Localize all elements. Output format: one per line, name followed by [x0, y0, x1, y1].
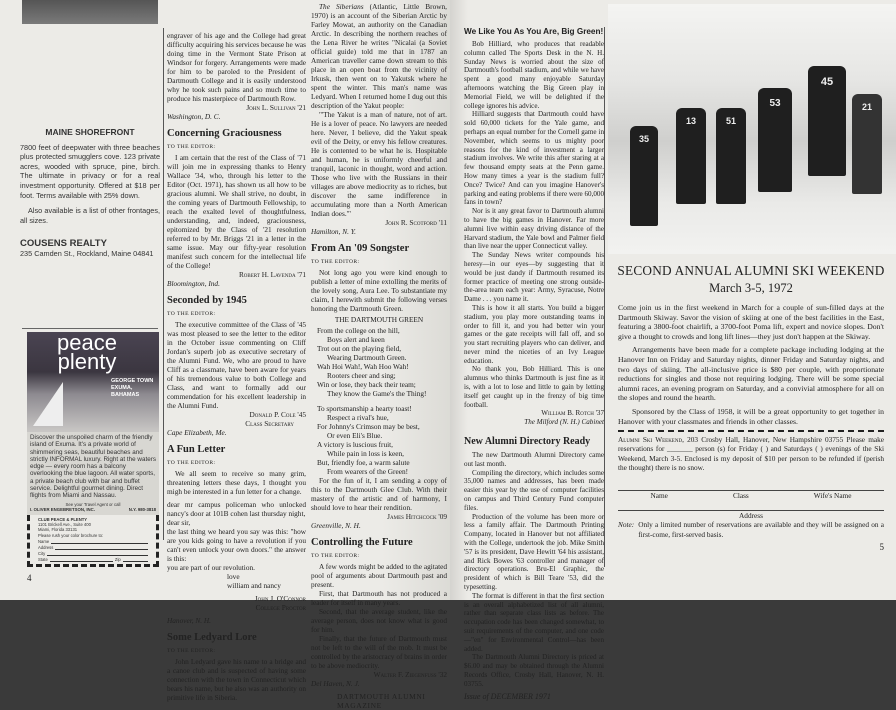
- ski-paragraph: Arrangements have been made for a complete package including lodging at the Hanover Inn on Friday and Saturday nights, dinner Friday and Saturday nights, and two days of skiing. The all-inclusive price is $80 per couple, with proportionate reductions for singles and those not requiring lodging. There will be some special alumni races, an evening program on Saturday, and a convivial atmosphere for all on the slopes and round the hearth.: [618, 345, 884, 403]
- coupon-state-zip-field[interactable]: State Zip: [38, 556, 148, 562]
- ski-weekend-announcement: [610, 263, 892, 552]
- salutation: TO THE EDITOR:: [167, 144, 216, 150]
- quoted-letter-line: the last thing we heard you say was this: "how are you kids going to have a revolution if you can't even unlock your own doors." the answer is this:: [167, 527, 306, 563]
- skier: 13: [676, 108, 706, 204]
- skier: 51: [716, 108, 746, 204]
- quoted-letter-from: william and nancy: [227, 581, 281, 590]
- ad-company: COUSENS REALTY: [20, 238, 107, 250]
- place: Washington, D. C.: [167, 112, 221, 121]
- letter-continuation: engraver of his age and the College had great difficulty acquiring his services because he was doing time in the Vermont State Prison at Windsor for forgery. Arrangements were made for him to be paroled to the President of Dartmouth College and it is easily understood why he took such pains and so much time to produce his masterpiece of Dartmouth Row.: [167, 31, 306, 103]
- letter-title: From An '09 Songster: [311, 243, 410, 254]
- signature: John L. Sullivan '21: [246, 103, 306, 112]
- salutation: TO THE EDITOR:: [167, 460, 216, 466]
- editorial-column: [464, 27, 604, 701]
- letter-body: Second, that the average student, like the average person, does not know what is good for him.: [311, 607, 447, 634]
- coupon-address-field[interactable]: Address: [38, 544, 148, 550]
- wife-name-field-label: Wife's Name: [813, 490, 852, 500]
- letters-column-2: [311, 2, 447, 710]
- page-number: 4: [27, 572, 32, 583]
- directory-paragraph: Compiling the directory, which includes some 35,000 names and addresses, has been made easier this year by the use of computer facilities on campus and Third Century Fund computer files.: [464, 468, 604, 512]
- place: Hamilton, N. Y.: [311, 227, 356, 236]
- signature: Walter F. Ziegenfuss '32: [373, 670, 447, 679]
- letter-title: Controlling the Future: [311, 537, 413, 548]
- ad-body: 7800 feet of deepwater with three beaches plus protected smugglers cove. 123 private acres, wooded with spruce, pine, birch. The ultimate in privacy or for a real investment opportunity. Offered at $18 per foot. Terms available with 25% down.: [20, 142, 160, 200]
- form-note: Note: Only a limited number of reservations are available and they will be assigned on a first-come, first-served basis.: [618, 520, 884, 539]
- directory-paragraph: The Dartmouth Alumni Directory is priced at $6.00 and may be obtained through the Alumni Records Office, Crosby Hall, Hanover, N. H. 03755.: [464, 653, 604, 688]
- letter-body: Not long ago you were kind enough to publish a letter of mine extolling the merits of the lovely song, Aura Lee. To substantiate my claim, I herewith submit the following verses honoring the Dartmouth Green.: [311, 268, 447, 313]
- shorefront-photo: [22, 0, 158, 24]
- ad-phone: N.Y. 980-3818: [128, 507, 156, 513]
- running-footer: Issue of DECEMBER 1971: [464, 691, 551, 701]
- letter-body: For the fun of it, I am sending a copy of this to the Dartmouth Glee Club. With their mastery of the artistic and of harmony, I should love to hear their rendition.: [311, 476, 447, 512]
- place: Cape Elizabeth, Me.: [167, 428, 227, 437]
- letter-body: Finally, that the future of Dartmouth must not be left to the will of the mob. It must be controlled by the aristocracy of brains in order to be above mediocrity.: [311, 634, 447, 670]
- signature: Donald P. Cole '45: [249, 410, 306, 419]
- ad-body: Discover the unspoiled charm of the friendly island of Exuma. It's a private world of shimmering seas, beautiful beaches and strictly INFORMAL luxury. Right at the waters edge — every room has a balcony overlooking the blue lagoon. All water sports, a private beach club with bar and buffet service. Delightful gourmet dining. Direct flights from Miami and Nassau.: [30, 434, 156, 500]
- brochure-coupon[interactable]: [27, 515, 159, 567]
- peace-plenty-ad: [27, 332, 159, 583]
- ad-rep: I. OLIVER ENGEBRETSON, INC.: [30, 507, 95, 513]
- place: Del Haven, N. J.: [311, 679, 360, 688]
- beach-photo: [27, 332, 159, 432]
- reservation-form[interactable]: [610, 435, 892, 552]
- book-title: The Siberians: [319, 2, 364, 11]
- skier: 35: [630, 126, 658, 226]
- quoted-letter-line: you are part of our revolution.: [167, 563, 255, 572]
- directory-title: New Alumni Directory Ready: [464, 436, 591, 448]
- signature-title: Class Secretary: [245, 419, 294, 428]
- directory-paragraph: The new Dartmouth Alumni Directory came out last month.: [464, 451, 604, 468]
- letter-body: First, that Dartmouth has not produced a leader for itself in many years.: [311, 589, 447, 607]
- salutation: TO THE EDITOR:: [311, 259, 360, 265]
- coupon-city-field[interactable]: City: [38, 550, 148, 556]
- skier: 53: [758, 88, 792, 192]
- right-page: [450, 0, 896, 701]
- class-field-label: Class: [732, 490, 749, 500]
- logo-plenty: plenty: [57, 349, 117, 374]
- form-text: Alumni Ski Weekend, 203 Crosby Hall, Hanover, New Hampshire 03755 Please make reservations for _______ person (s) for Friday ( ) and Saturdays ( ) evenings of the Ski Weekend, March 3-5. Enclosed is my deposit of $10 per person to be refunded if (perish the thought) there is no snow.: [618, 435, 885, 472]
- signature: Robert H. Lavenda '71: [238, 270, 306, 279]
- salutation: TO THE EDITOR:: [167, 648, 216, 654]
- ad-address: 235 Camden St., Rockland, Maine 04841: [20, 248, 154, 258]
- letter-body: We all seem to receive so many grim, threatening letters these days, I thought you migh be interested in a fun letter for a change.: [167, 469, 306, 496]
- running-footer: DARTMOUTH ALUMNI MAGAZINE: [337, 692, 426, 710]
- editorial-paragraph: Hilliard suggests that Dartmouth could have sold 60,000 tickets for the Yale game, and perhaps an equal number for the Cornell game in November, which seems to us mighty poor reasons for the kind of investment a larger stadium involves. We write this after staring at a few thousand empty seats at the Penn game. How many times a year is the stadium full? Once? Twice? And can you imagine Hanover's parking and eating problems if there were 60,000 fans in town?: [464, 110, 604, 207]
- letter-body: The Siberians (Atlantic, Little Brown, 1970) is an account of the Siberian Arctic by Farley Mowat, an authority on the Canadian Arctic. In describing the northern reaches of the Lena River he writes "Nicalai (a Soviet official guide) told me that in 1787 an American traveller came down stream to this place in an open boat from the vicinity of Irkusk, then went on to Yakutsk where he spent the winter. This man's name was Ledyard. When I returned home I dug out this description of the Yakut people:: [311, 2, 447, 110]
- address-field-label: Address: [739, 511, 763, 521]
- letter-body: The executive committee of the Class of '45 was most pleased to see the letter to the editor in the October issue commenting on Cliff Jordan's superb job as executive secretary of the Alumni Fund. We, who are proud to have Cliff as a classmate, have been aware for years of his tremendous value to both College and Class, and want to formally add our commendation for his excellent leadership in the Alumni Fund.: [167, 320, 306, 410]
- ad-location: GEORGE TOWN EXUMA, BAHAMAS: [111, 378, 154, 398]
- editorial-paragraph: The Sunday News writer compounds his heresy—in our eyes—by suggesting that it would be just dandy if Dartmouth resumed its former practice of meeting one strong outside-the-area team each year: Army, Syracuse, Notre Dame . . . you name it.: [464, 251, 604, 304]
- coupon-addr2: Miami, Florida 33131: [38, 527, 78, 533]
- editorial-paragraph: Nor is it any great favor to Dartmouth alumni to have the big games in Hanover. Far more alumni live within easy driving distance of the Harvard stadium, the Yale bowl and Palmer field than live near the upper Connecticut valley.: [464, 207, 604, 251]
- directory-paragraph: Production of the volume has been more or less a family affair. The Dartmouth Printing Company, located in Hanover but not affiliated with the College, undertook the job. Mike Smith '57 is its president, Dave Hewitt '64 his assistant, and Rick Bowes '63 controller and manager of directory operations. Bru-El Graphic, the president of which is Bill Teare '53, did the typesetting.: [464, 512, 604, 592]
- letter-title: Seconded by 1945: [167, 295, 247, 306]
- editorial-paragraph: This is how it all starts. You build a bigger stadium, you play more outstanding teams in order to fill it, and you had better win your games or the gate receipts will fall off, and so you start recruiting players who can deliver, and never mind the niceties of an Ivy League education.: [464, 303, 604, 365]
- directory-paragraph: The format is different in that the first section is an overall alphabetized list of all alumni, rather than separate class lists as before. The occupation code has been changed somewhat, to suit requirements of the computer, and one code—"en" for Environmental Control—has been added.: [464, 591, 604, 653]
- letter-quote: "'The Yakut is a man of nature, not of art. He is a lover of peace. No lawyers are needed here. Never, I believe, did the Yakut speak evil of the Deity, or envy his fellow creatures. He is contented to be what he is. Hospitable and human, he is uniformly cheerful and tranquil, laconic in thought, word and action. Those who live with the Russians in their villages are above mediocrity as to riches, but discover the same indifference in accumulating more than a North American Indian does.'": [311, 110, 447, 218]
- ski-paragraph: Sponsored by the Class of 1958, it will be a great opportunity to get together in Hanover with your classmates and friends in other classes.: [618, 406, 884, 426]
- salutation: TO THE EDITOR:: [311, 553, 360, 559]
- ski-paragraph: Come join us in the first weekend in March for a couple of sun-filled days at the Dartmouth Skiway. Savor the vision of skiing at one of the best facilities in the East, featuring a 3800-foot chairlift, a 3700-foot Poma lift, expert and novice slopes. Don't give a thought to crowds and long lift lines—they just don't happen at the Skiway.: [618, 303, 884, 341]
- quoted-letter-line: dear sir,: [167, 518, 191, 527]
- ski-title: SECOND ANNUAL ALUMNI SKI WEEKEND: [617, 263, 885, 278]
- editorial-title: We Like You As You Are, Big Green!: [464, 27, 604, 36]
- ad-agent: See your Travel Agent or call: [65, 501, 121, 507]
- coupon-name-field[interactable]: Name: [38, 538, 148, 544]
- letter-body: John Ledyard gave his name to a bridge and a canoe club and is suspected of having some connection with the town in Connecticut which bears his name, but he also was an authority on primitive life in Siberia.: [167, 657, 306, 702]
- letter-body: I am certain that the rest of the Class of '71 will join me in expressing thanks to Henry Wallace '34, who, through his letter to the Editor (Oct. 1971), has shown us all how to be gracious alumni. We shall strive, no doubt, in the coming years of Dartmouth Fellowship, to reach the exalted level of thoughtfulness, understanding, and, indeed, graciousness, epitomized by the Class of '21 resolution referred to by Mr. Briggs '21 in a letter in the same issue. May our fifty-year resolution manifest such concern for the intellectual life of the College!: [167, 153, 306, 270]
- source: The Milford (N. H.) Cabinet: [524, 418, 604, 427]
- letter-title: Concerning Graciousness: [167, 128, 282, 139]
- letter-title: Some Ledyard Lore: [167, 632, 257, 643]
- place: Bloomington, Ind.: [167, 279, 220, 288]
- name-field-label: Name: [650, 490, 668, 500]
- column-rule: [163, 28, 164, 540]
- signature: John J. O'Connor: [254, 594, 306, 603]
- maine-shorefront-ad: [20, 128, 160, 259]
- ad-also: Also available is a list of other frontages, all sizes.: [20, 206, 160, 225]
- editorial-paragraph: No thank you, Bob Hilliard. This is one alumnus who thinks Dartmouth is just fine as it is, with a lot to lose and little to gain by letting itself get caught up in the frenzy of big time football.: [464, 365, 604, 409]
- quoted-letter-closing: love: [227, 572, 240, 581]
- quoted-letter-line: dear mr campus policeman who unlocked nancy's door at 101B cohen last thursday night,: [167, 500, 306, 518]
- page-number: 5: [879, 541, 884, 552]
- skier: 45: [808, 66, 846, 176]
- signature: John R. Scotford '11: [385, 218, 447, 227]
- sailboat-sail: [33, 382, 63, 426]
- letter-body: A few words might be added to the agitated pool of arguments about Dartmouth past and present.: [311, 562, 447, 589]
- signature: William B. Rotch '37: [541, 409, 604, 418]
- skier: 21: [852, 94, 882, 194]
- editorial-paragraph: Bob Hilliard, who produces that readable column called The Sports Desk in the N. H. Sunday News is worried about the size of Dartmouth's football stadium, and while we have spent a good many enjoyable Saturday afternoons watching the Big Green play in Memorial Field, we will be delighted if the college ignores his advice.: [464, 40, 604, 110]
- poem-title: THE DARTMOUTH GREEN: [334, 315, 424, 324]
- letter-title: A Fun Letter: [167, 444, 226, 455]
- logo-peace: peace: [57, 330, 117, 355]
- coupon-prompt: Please rush your color brochure to:: [38, 532, 104, 538]
- form-heading: Alumni Ski Weekend: [618, 435, 683, 445]
- ad-divider: [22, 328, 158, 329]
- place: Greenville, N. H.: [311, 521, 361, 530]
- ski-dates: March 3-5, 1972: [709, 281, 793, 295]
- ski-team-photo: [608, 4, 896, 254]
- cut-line: [618, 430, 884, 432]
- signature: James Hitchcock '09: [387, 512, 447, 521]
- poem: From the college on the hill, Boys alert and keen Trot out on the playing field, Wearing Dartmouth Green. Wah Hoi Wah!, Wah Hoo Wah! Rooters cheer and sing; Win or lose, they back their team; They know the Game's the Thing! To sportsmanship a hearty toast! Respect a rival's hue, For Johnny's Crimson may be best, Or even Eli's Blue. A victory is luscious fruit, While pain in loss is keen, But, friendly foe, a warm salute From wearers of the Green!: [317, 326, 427, 476]
- place: Hanover, N. H.: [167, 616, 211, 625]
- signature-title: College Proctor: [255, 603, 306, 612]
- ad-title: MAINE SHOREFRONT: [45, 127, 135, 137]
- coupon-addr1: 1101 Brickell Ave., Suite 400: [38, 521, 91, 527]
- salutation: TO THE EDITOR:: [167, 311, 216, 317]
- letters-column-1: [167, 31, 306, 702]
- coupon-name: CLUB PEACE & PLENTY: [38, 516, 88, 522]
- column-rule: [604, 27, 605, 567]
